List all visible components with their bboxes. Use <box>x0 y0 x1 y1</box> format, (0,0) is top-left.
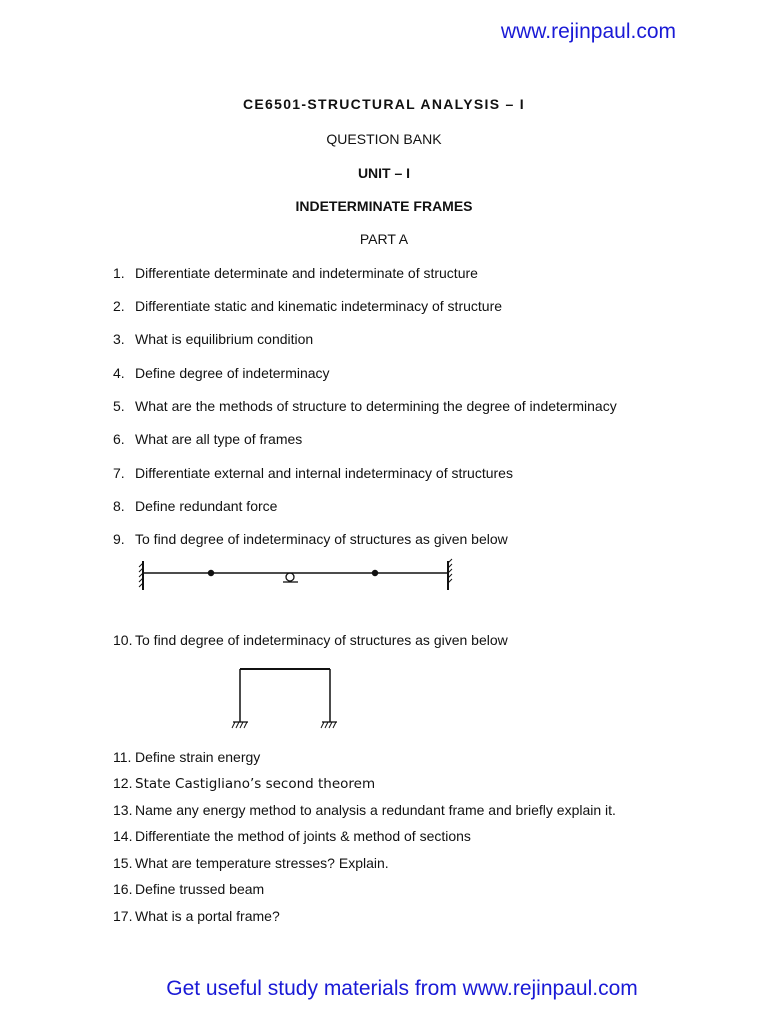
question-number: 6. <box>113 431 125 447</box>
unit-heading: UNIT – I <box>357 165 411 181</box>
question-number: 3. <box>113 331 125 347</box>
footer-link[interactable]: Get useful study materials from www.rejinpaul.com <box>166 977 638 1000</box>
question-text: To find degree of indeterminacy of structures as given below <box>135 632 508 648</box>
list-item <box>113 431 302 447</box>
question-text: Define strain energy <box>135 749 261 765</box>
question-text: Define degree of indeterminacy <box>135 365 330 381</box>
list-item <box>113 749 260 765</box>
left-support-hatch <box>139 563 143 587</box>
question-number: 9. <box>113 531 125 547</box>
right-base-hatch <box>321 722 336 728</box>
question-text: What are temperature stresses? Explain. <box>135 855 389 871</box>
question-number: 1. <box>113 265 125 281</box>
question-text: Differentiate determinate and indeterminate of structure <box>135 265 478 281</box>
question-number: 11. <box>113 749 132 765</box>
left-base-hatch <box>232 722 247 728</box>
section-heading: INDETERMINATE FRAMES <box>295 198 473 214</box>
portal-frame-diagram <box>232 669 337 728</box>
question-number: 17. <box>113 908 133 924</box>
list-item <box>113 908 280 924</box>
list-item <box>113 465 513 481</box>
list-item <box>113 331 313 347</box>
question-number: 13. <box>113 802 133 818</box>
list-item <box>113 775 375 792</box>
question-text: What is equilibrium condition <box>135 331 314 347</box>
question-number: 4. <box>113 365 125 381</box>
question-number: 15. <box>113 855 133 871</box>
question-text: Define trussed beam <box>135 881 265 897</box>
list-item <box>113 365 330 381</box>
question-text: Name any energy method to analysis a redundant frame and briefly explain it. <box>135 802 616 818</box>
document-subtitle: QUESTION BANK <box>326 131 442 147</box>
right-support-hatch <box>448 559 452 583</box>
list-item <box>113 298 502 314</box>
list-item <box>113 802 616 818</box>
question-number: 16. <box>113 881 133 897</box>
question-text: Differentiate the method of joints & method of sections <box>135 828 471 844</box>
beam-diagram-group <box>139 559 452 590</box>
roller-support <box>286 573 294 581</box>
document-title: CE6501-STRUCTURAL ANALYSIS – I <box>243 96 525 112</box>
list-item <box>113 855 389 871</box>
list-item <box>113 498 277 514</box>
list-item <box>113 632 508 648</box>
question-text: What is a portal frame? <box>135 908 280 924</box>
list-item <box>113 881 264 897</box>
list-item <box>113 398 617 414</box>
question-number: 12. <box>113 775 133 791</box>
question-text: State Castigliano’s second theorem <box>135 776 376 792</box>
list-item <box>113 265 478 281</box>
list-item <box>113 531 508 547</box>
question-number: 2. <box>113 298 125 314</box>
header-site-link[interactable]: www.rejinpaul.com <box>500 20 676 43</box>
question-number: 14. <box>113 828 133 844</box>
question-text: Differentiate static and kinematic indeterminacy of structure <box>135 298 503 314</box>
question-number: 8. <box>113 498 125 514</box>
hinge-left <box>208 570 213 575</box>
list-item <box>113 828 471 844</box>
part-heading: PART A <box>359 231 409 247</box>
hinge-right <box>372 570 377 575</box>
question-text: What are the methods of structure to determining the degree of indeterminacy <box>135 398 617 414</box>
question-number: 7. <box>113 465 125 481</box>
question-text: Define redundant force <box>135 498 278 514</box>
question-text: To find degree of indeterminacy of structures as given below <box>135 531 508 547</box>
question-number: 5. <box>113 398 125 414</box>
question-text: Differentiate external and internal indeterminacy of structures <box>135 465 513 481</box>
question-number: 10. <box>113 632 133 648</box>
question-text: What are all type of frames <box>135 431 303 447</box>
